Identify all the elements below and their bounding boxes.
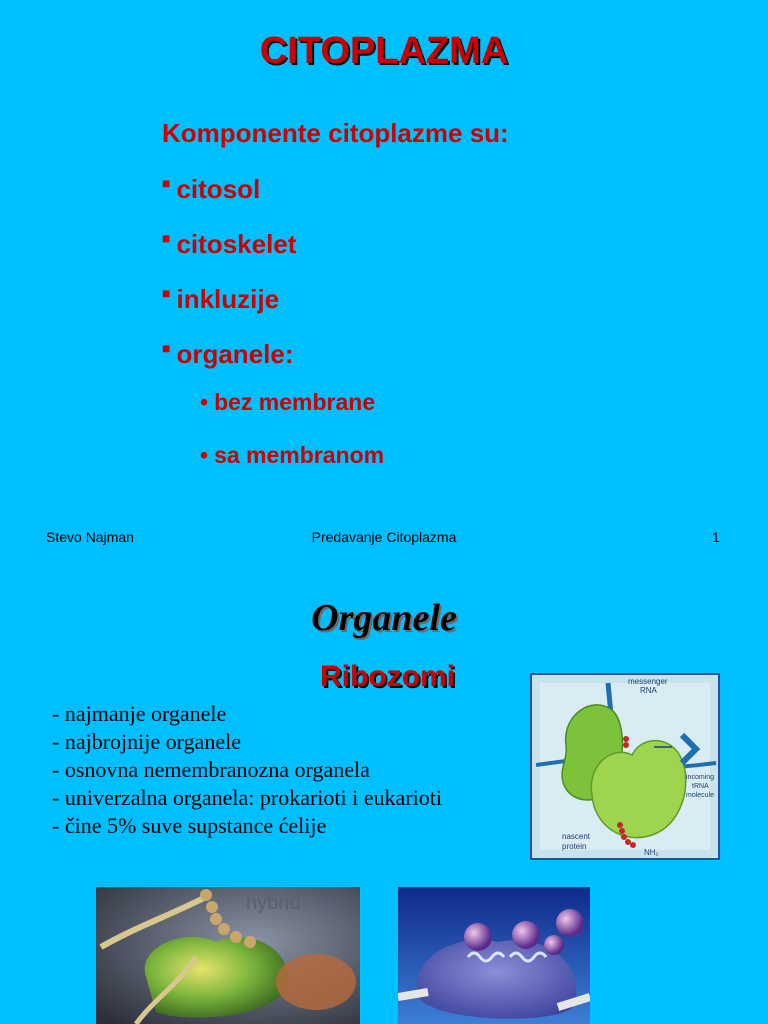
sub-bullet-label: bez membrane xyxy=(214,389,376,415)
label-protein: protein xyxy=(562,842,587,851)
slide-2 xyxy=(0,560,768,1024)
square-bullet-icon: ■ xyxy=(162,285,171,301)
list-item: - univerzalna organela: prokarioti i eukarioti xyxy=(52,785,442,810)
bullet-label: organele: xyxy=(176,339,294,369)
list-item: - osnovna nemembranozna organela xyxy=(52,757,370,782)
bullet-item xyxy=(162,284,279,315)
dot-bullet-icon: • xyxy=(200,442,209,468)
label-nascent: nascent xyxy=(562,832,591,841)
square-bullet-icon: ■ xyxy=(162,340,171,356)
label-mrna: messenger xyxy=(628,677,668,686)
label-trna: incoming xyxy=(686,774,715,781)
ribosome-diagram xyxy=(532,675,718,858)
slide-subtitle: Ribozomi xyxy=(320,660,455,693)
facts-list xyxy=(52,700,442,840)
list-item: - čine 5% suve supstance ćelije xyxy=(52,813,327,838)
footer-lecture: Predavanje Citoplazma xyxy=(311,529,457,545)
list-item: - najmanje organele xyxy=(52,701,227,726)
bullet-label: citoskelet xyxy=(176,229,297,259)
square-bullet-icon: ■ xyxy=(162,175,171,191)
slide-title: Organele xyxy=(311,597,457,639)
intro-text: Komponente citoplazme su: xyxy=(162,118,509,148)
bullet-item xyxy=(162,339,294,370)
list-item: - najbrojnije organele xyxy=(52,729,241,754)
ribosome-diagram-image xyxy=(530,673,720,860)
ribosome-blue-render xyxy=(398,887,590,1024)
bullet-item xyxy=(162,229,296,260)
label-rna: RNA xyxy=(640,686,657,695)
sub-bullet-item xyxy=(200,442,384,469)
dot-bullet-icon: • xyxy=(200,389,209,415)
label-nh2: NH₂ xyxy=(644,848,659,857)
footer-page-number: 1 xyxy=(712,529,720,545)
square-bullet-icon: ■ xyxy=(162,230,171,246)
ribosome-blue-render-image xyxy=(398,887,590,1024)
bullet-item xyxy=(162,174,260,205)
ribosome-render xyxy=(96,887,360,1024)
ribosome-render-image xyxy=(96,887,360,1024)
sub-bullet-label: sa membranom xyxy=(214,442,385,468)
render-watermark: hybrid xyxy=(246,892,301,914)
sub-bullet-item xyxy=(200,389,375,416)
label-trna-2: tRNA xyxy=(692,783,709,790)
footer-author: Stevo Najman xyxy=(46,529,134,545)
label-trna-3: molecule xyxy=(686,792,715,799)
bullet-label: inkluzije xyxy=(176,284,280,314)
bullet-label: citosol xyxy=(176,174,261,204)
slide-title: CITOPLAZMA xyxy=(259,30,509,72)
